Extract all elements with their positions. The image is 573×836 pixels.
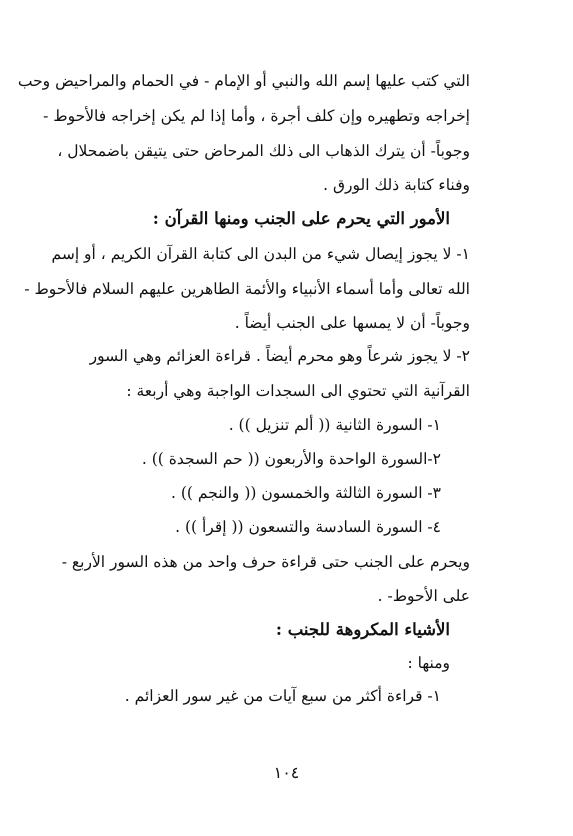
list-item-sura-41: ٢-السورة الواحدة والأربعون (( حم السجدة )) .	[141, 450, 441, 468]
body-line-6: ١- لا يجوز إيصال شيء من البدن الى كتابة القرآن الكريم ، أو إسم	[51, 245, 470, 263]
body-line-8: وجوباً- أن لا يمسها على الجنب أيضاً .	[234, 314, 470, 332]
body-line-18: ومنها :	[407, 654, 450, 672]
body-line-10: القرآنية التي تحتوي الى السجدات الواجبة وهي أربعة :	[126, 382, 470, 400]
body-line-3: وجوباً- أن يترك الذهاب الى ذلك المرحاض حتى يتيقن باضمحلال ،	[57, 142, 470, 160]
list-item-sura-53: ٣- السورة الثالثة والخمسون (( والنجم )) .	[171, 484, 441, 502]
page-number: ١٠٤	[273, 763, 300, 782]
list-item-sura-2: ١- السورة الثانية (( ألم تنزيل )) .	[228, 416, 441, 434]
body-line-2: إخراجه وتطهيره وإن كلف أجرة ، وأما إذا لم يكن إخراجه فالأحوط -	[43, 107, 470, 125]
section-heading-forbidden-for-junub: الأمور التي يحرم على الجنب ومنها القرآن :	[152, 209, 450, 228]
body-line-4: وفناء كتابة ذلك الورق .	[323, 176, 470, 194]
body-line-9: ٢- لا يجوز شرعاً وهو محرم أيضاً . قراءة العزائم وهي السور	[89, 347, 470, 365]
body-line-1: التي كتب عليها إسم الله والنبي أو الإمام - في الحمام والمراحيض وحب	[17, 72, 470, 90]
body-line-15: ويحرم على الجنب حتى قراءة حرف واحد من هذه السور الأربع -	[61, 553, 470, 571]
body-line-16: على الأحوط- .	[377, 587, 470, 605]
section-heading-disliked-for-junub: الأشياء المكروهة للجنب :	[275, 620, 450, 639]
list-item-sura-96: ٤- السورة السادسة والتسعون (( إقرأ )) .	[175, 518, 441, 536]
body-line-7: الله تعالى وأما أسماء الأنبياء والأئمة الطاهرين عليهم السلام فالأحوط -	[24, 280, 470, 298]
list-item-recitation: ١- قراءة أكثر من سبع آيات من غير سور العزائم .	[124, 687, 441, 705]
